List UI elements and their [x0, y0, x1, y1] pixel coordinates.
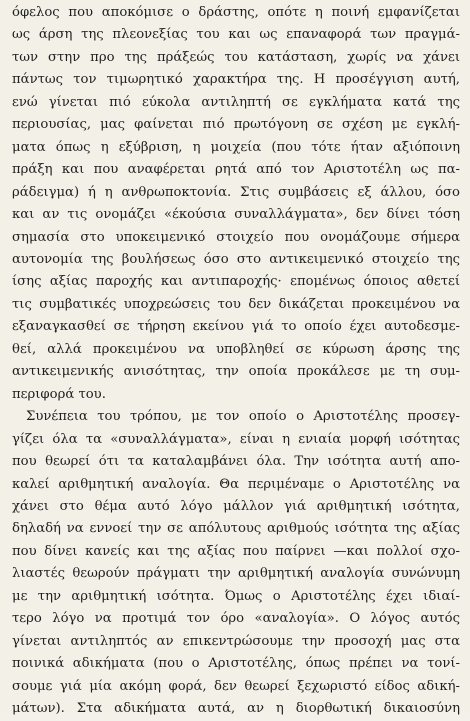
text-line: πάντως τον τιμωρητικό χαρακτήρα της. Η προσέγγιση αυτή, — [12, 72, 460, 88]
text-line: περιουσίας, μας φαίνεται πιό πρωτόγονη σε σχέση με εγκλή- — [12, 117, 460, 133]
text-line: λιαστές θεωρούν πράγματι την αριθμητική αναλογία συνώνυμη — [12, 566, 460, 582]
text-line: αντικειμενικής ανισότητας, την οποία προκάλεσε με τη συμ- — [12, 364, 460, 380]
text-line: θεί, αλλά προκειμένου να υποβληθεί σε κύρωση άρσης της — [12, 341, 460, 357]
text-line: των στην προ της πράξεώς του κατάσταση, χωρίς να χάνει — [12, 49, 460, 65]
text-line: ενώ γίνεται πιό εύκολα αντιληπτή σε εγκλήματα κατά της — [12, 94, 460, 110]
text-line: ματα όπως η εξύβριση, η μοιχεία (που τότε ήταν αξιόποινη — [12, 139, 460, 155]
text-line: μάτων). Στα αδικήματα αυτά, αν η διορθωτική δικαιοσύνη — [12, 701, 460, 717]
text-line: όφελος που αποκόμισε ο δράστης, οπότε η ποινή εμφανίζεται — [12, 5, 460, 20]
text-line: ίσης αξίας παροχής και αντιπαροχής· επομένως όποιος αθετεί — [12, 274, 460, 290]
text-line: και αν τις ονομάζει «έκούσια συναλλάγματα», δεν δίνει τόση — [12, 207, 460, 223]
text-line: γίνεται αντιληπτός αν επικεντρώσουμε την προσοχή μας στα — [12, 633, 460, 649]
text-line: ως άρση της πλεονεξίας του και ως επαναφορά των πραγμά- — [12, 27, 460, 43]
text-line: αυτονομία της βουλήσεως όσο στο αντικειμενικό στοιχείο της — [12, 251, 460, 267]
body-text — [12, 2, 460, 721]
text-line: σημασία στο υποκειμενικό στοιχείο που ονομάζουμε σήμερα — [12, 229, 460, 245]
text-line: σουμε γιά μία ακόμη φορά, δεν θεωρεί ξεχωριστό είδος αδική- — [12, 678, 460, 694]
text-line: που δίνει κανείς και της αξίας που παίρνει —και πολλοί σχο- — [12, 543, 460, 559]
text-line: γίζει όλα τα «συναλλάγματα», είναι η ενιαία μορφή ισότητας — [12, 431, 460, 447]
text-line: τις συμβατικές υποχρεώσεις του δεν δικάζεται προκειμένου να — [12, 296, 460, 312]
text-line: Συνέπεια του τρόπου, με τον οποίο ο Αριστοτέλης προσεγ- — [26, 409, 460, 425]
text-line: που θεωρεί ότι τα καταλαμβάνει όλα. Την ισότητα αυτή απο- — [12, 454, 460, 470]
text-line: καλεί αριθμητική αναλογία. Θα περιμέναμε ο Αριστοτέλης να — [12, 476, 460, 492]
text-line: τερο λόγο να προτιμά τον όρο «αναλογία». Ο λόγος αυτός — [12, 611, 460, 627]
text-line: χάνει στο θέμα αυτό λόγο μάλλον γιά αριθμητική ισότητα, — [12, 498, 460, 514]
text-line: δηλαδή να εννοεί την σε απόλυτους αριθμούς ισότητα της αξίας — [12, 521, 460, 537]
text-line: με την αριθμητική ισότητα. Όμως ο Αριστοτέλης έχει ιδιαί- — [12, 588, 460, 604]
text-line: εξαναγκασθεί σε τήρηση εκείνου γιά το οποίο έχει αυτοδεσμε- — [12, 319, 460, 335]
text-line: ποινικά αδικήματα (που ο Αριστοτέλης, όπως πρέπει να τονί- — [12, 656, 460, 672]
text-line: περιφορά του. — [12, 386, 106, 402]
text-line: ράδειγμα) ή η ανθρωποκτονία. Στις συμβάσεις εξ άλλου, όσο — [12, 184, 460, 200]
text-line: πράξη και που αναφέρεται ρητά από τον Αριστοτέλη ως πα- — [12, 162, 460, 178]
